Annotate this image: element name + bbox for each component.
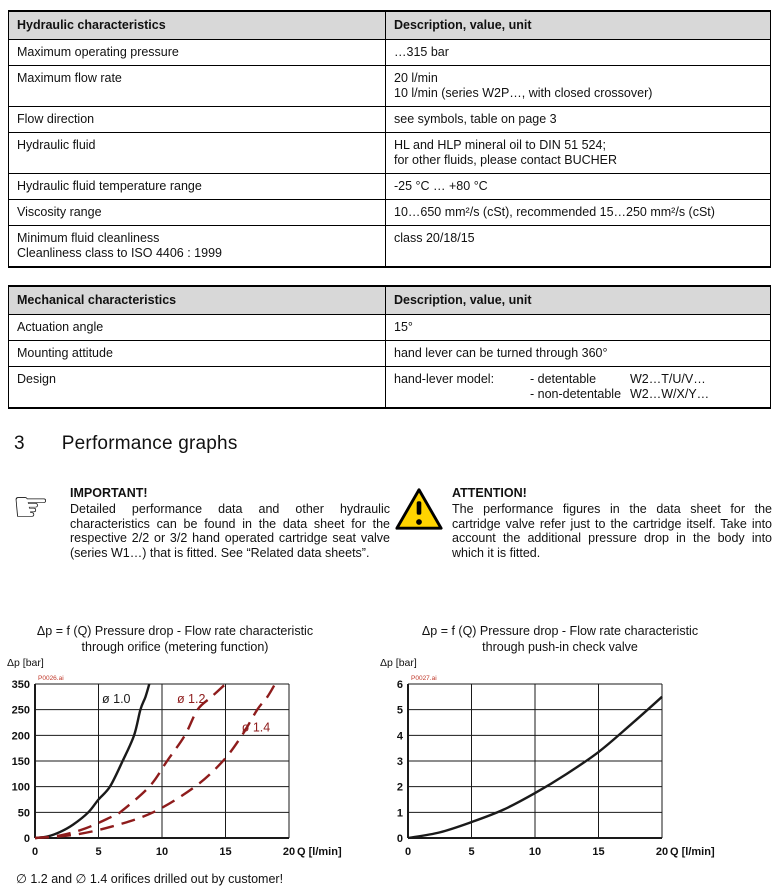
design-options (530, 372, 709, 402)
x-tick-label: 0 (404, 846, 412, 858)
y-tick-label: 50 (17, 807, 30, 820)
row-value (386, 66, 770, 106)
row-value (386, 174, 770, 199)
chart-title-line1: Δp = f (Q) Pressure drop - Flow rate characteristic (36, 624, 314, 638)
table-row (9, 314, 770, 340)
x-tick-label: 10 (155, 846, 169, 858)
row-value (386, 367, 770, 407)
table-row (9, 199, 770, 225)
note-body: The performance figures in the data sheet for the cartridge valve refer just to the cartridge itself. Take into account the additional pressure drop in the body into which it is fitted. (452, 502, 772, 560)
curve-label: ø 1.2 (176, 691, 206, 706)
cell-line: Flow direction (17, 112, 95, 126)
row-value (386, 40, 770, 65)
row-value (386, 107, 770, 132)
table-row (9, 39, 770, 65)
design-option-code: W2…W/X/Y… (630, 387, 710, 401)
design-value (394, 372, 762, 402)
y-tick-label: 6 (396, 679, 403, 691)
curve-label: ø 1.0 (102, 691, 131, 706)
y-tick-label: 1 (396, 807, 403, 820)
x-axis-label: Q [l/min] (670, 846, 715, 858)
cell-line: hand lever can be turned through 360° (394, 346, 608, 360)
x-tick-label: 20 (655, 846, 669, 858)
note-heading: ATTENTION! (452, 486, 527, 500)
row-label (9, 107, 386, 132)
x-tick-label: 15 (219, 846, 232, 858)
cell-line: Mounting attitude (17, 346, 113, 360)
cell-line: for other fluids, please contact BUCHER (394, 153, 618, 167)
table-header-row (9, 287, 770, 314)
y-tick-label: 0 (396, 833, 403, 845)
row-value (386, 315, 770, 340)
row-label (9, 200, 386, 225)
y-tick-label: 350 (11, 679, 30, 691)
x-tick-label: 5 (95, 846, 102, 858)
cell-line: HL and HLP mineral oil to DIN 51 524; (394, 138, 606, 152)
important-note (12, 482, 390, 560)
table-row (9, 106, 770, 132)
cell-line: Minimum fluid cleanliness (17, 231, 160, 245)
table-row (9, 366, 770, 407)
table-header-cell: Description, value, unit (394, 18, 532, 32)
y-tick-label: 100 (11, 781, 30, 794)
cell-line: Maximum operating pressure (17, 45, 179, 59)
cell-line: Actuation angle (17, 320, 104, 334)
row-label (9, 133, 386, 173)
y-tick-label: 4 (396, 730, 403, 743)
design-option-type: - non-detentable (530, 387, 622, 401)
table-header-cell: Hydraulic characteristics (9, 12, 386, 39)
row-value (386, 133, 770, 173)
x-tick-label: 20 (282, 846, 296, 858)
row-label (9, 315, 386, 340)
cell-line: Design (17, 372, 56, 386)
row-label (9, 341, 386, 366)
hydraulic-characteristics-table (8, 10, 771, 268)
x-tick-label: 10 (528, 846, 542, 858)
cell-line: 15° (394, 320, 413, 334)
y-tick-label: 3 (396, 756, 403, 768)
important-note-text (70, 486, 390, 560)
note-heading: IMPORTANT! (70, 486, 148, 500)
x-tick-label: 15 (592, 846, 605, 858)
cell-line: Maximum flow rate (17, 71, 122, 85)
attention-note-text (452, 486, 772, 560)
table-header-row (9, 12, 770, 39)
design-intro: hand-lever model: (394, 372, 495, 386)
cell-line: 20 l/min (394, 71, 438, 85)
design-option-row (530, 372, 709, 387)
y-axis-label: Δp [bar] (7, 657, 44, 669)
row-value (386, 226, 770, 266)
x-tick-label: 0 (31, 846, 39, 858)
table-row (9, 340, 770, 366)
table-row (9, 132, 770, 173)
y-tick-label: 5 (396, 704, 403, 717)
attention-note (394, 486, 772, 560)
chart-title-line2: through push-in check valve (482, 640, 638, 654)
curve-label: ø 1.4 (241, 720, 271, 735)
y-tick-label: 250 (11, 704, 30, 717)
x-axis-label: Q [l/min] (297, 846, 342, 858)
watermark-label: P0026.ai (38, 675, 64, 682)
y-tick-label: 0 (23, 833, 30, 845)
pointing-hand-icon: ☞ (12, 482, 50, 531)
cell-line: 10 l/min (series W2P…, with closed crossover) (394, 86, 653, 100)
design-option-code: W2…T/U/V… (630, 372, 706, 386)
table-row (9, 173, 770, 199)
table-header-cell: Description, value, unit (394, 293, 532, 307)
table-row (9, 65, 770, 106)
chart-title-check-valve (395, 623, 725, 655)
mechanical-characteristics-table (8, 285, 771, 409)
chart-orifice (5, 652, 385, 870)
chart-title-orifice (10, 623, 340, 655)
section-title: Performance graphs (61, 433, 238, 454)
row-label (9, 226, 386, 266)
cell-line: Viscosity range (17, 205, 102, 219)
section-heading (14, 433, 238, 455)
x-tick-label: 5 (468, 846, 475, 858)
table-header-cell: Mechanical characteristics (9, 287, 386, 314)
chart-title-line2: through orifice (metering function) (81, 640, 269, 654)
attention-icon-box (394, 486, 452, 537)
design-option-type: - detentable (530, 372, 597, 386)
y-axis-label: Δp [bar] (380, 657, 417, 669)
cell-line: Hydraulic fluid temperature range (17, 179, 202, 193)
table-row (9, 225, 770, 266)
chart-title-line1: Δp = f (Q) Pressure drop - Flow rate characteristic (421, 624, 699, 638)
row-label (9, 174, 386, 199)
design-option-row (530, 387, 709, 402)
note-body: Detailed performance data and other hydraulic characteristics can be found in the data sheet for the respective 2/2 or 3/2 hand operated cartridge seat valve (series W1…) that is fitted. See “Related data sheets”. (70, 502, 390, 560)
cell-line: …315 bar (394, 45, 449, 59)
cell-line: see symbols, table on page 3 (394, 112, 557, 126)
cell-line: 10…650 mm²/s (cSt), recommended 15…250 mm²/s (cSt) (394, 205, 715, 219)
cell-line: -25 °C … +80 °C (394, 179, 488, 193)
row-value (386, 200, 770, 225)
row-value (386, 341, 770, 366)
row-label (9, 367, 386, 407)
row-label (9, 40, 386, 65)
cell-line: Hydraulic fluid (17, 138, 96, 152)
cell-line: class 20/18/15 (394, 231, 475, 245)
y-tick-label: 2 (396, 781, 403, 794)
watermark-label: P0027.ai (411, 675, 437, 682)
y-tick-label: 150 (11, 756, 30, 768)
chart-check-valve (378, 652, 758, 870)
row-label (9, 66, 386, 106)
chart-footnote: ∅ 1.2 and ∅ 1.4 orifices drilled out by customer! (16, 872, 284, 886)
section-number: 3 (14, 433, 25, 454)
y-tick-label: 200 (11, 730, 30, 743)
important-icon-box (12, 482, 70, 531)
cell-line: Cleanliness class to ISO 4406 : 1999 (17, 246, 222, 260)
warning-triangle-icon (394, 486, 444, 532)
